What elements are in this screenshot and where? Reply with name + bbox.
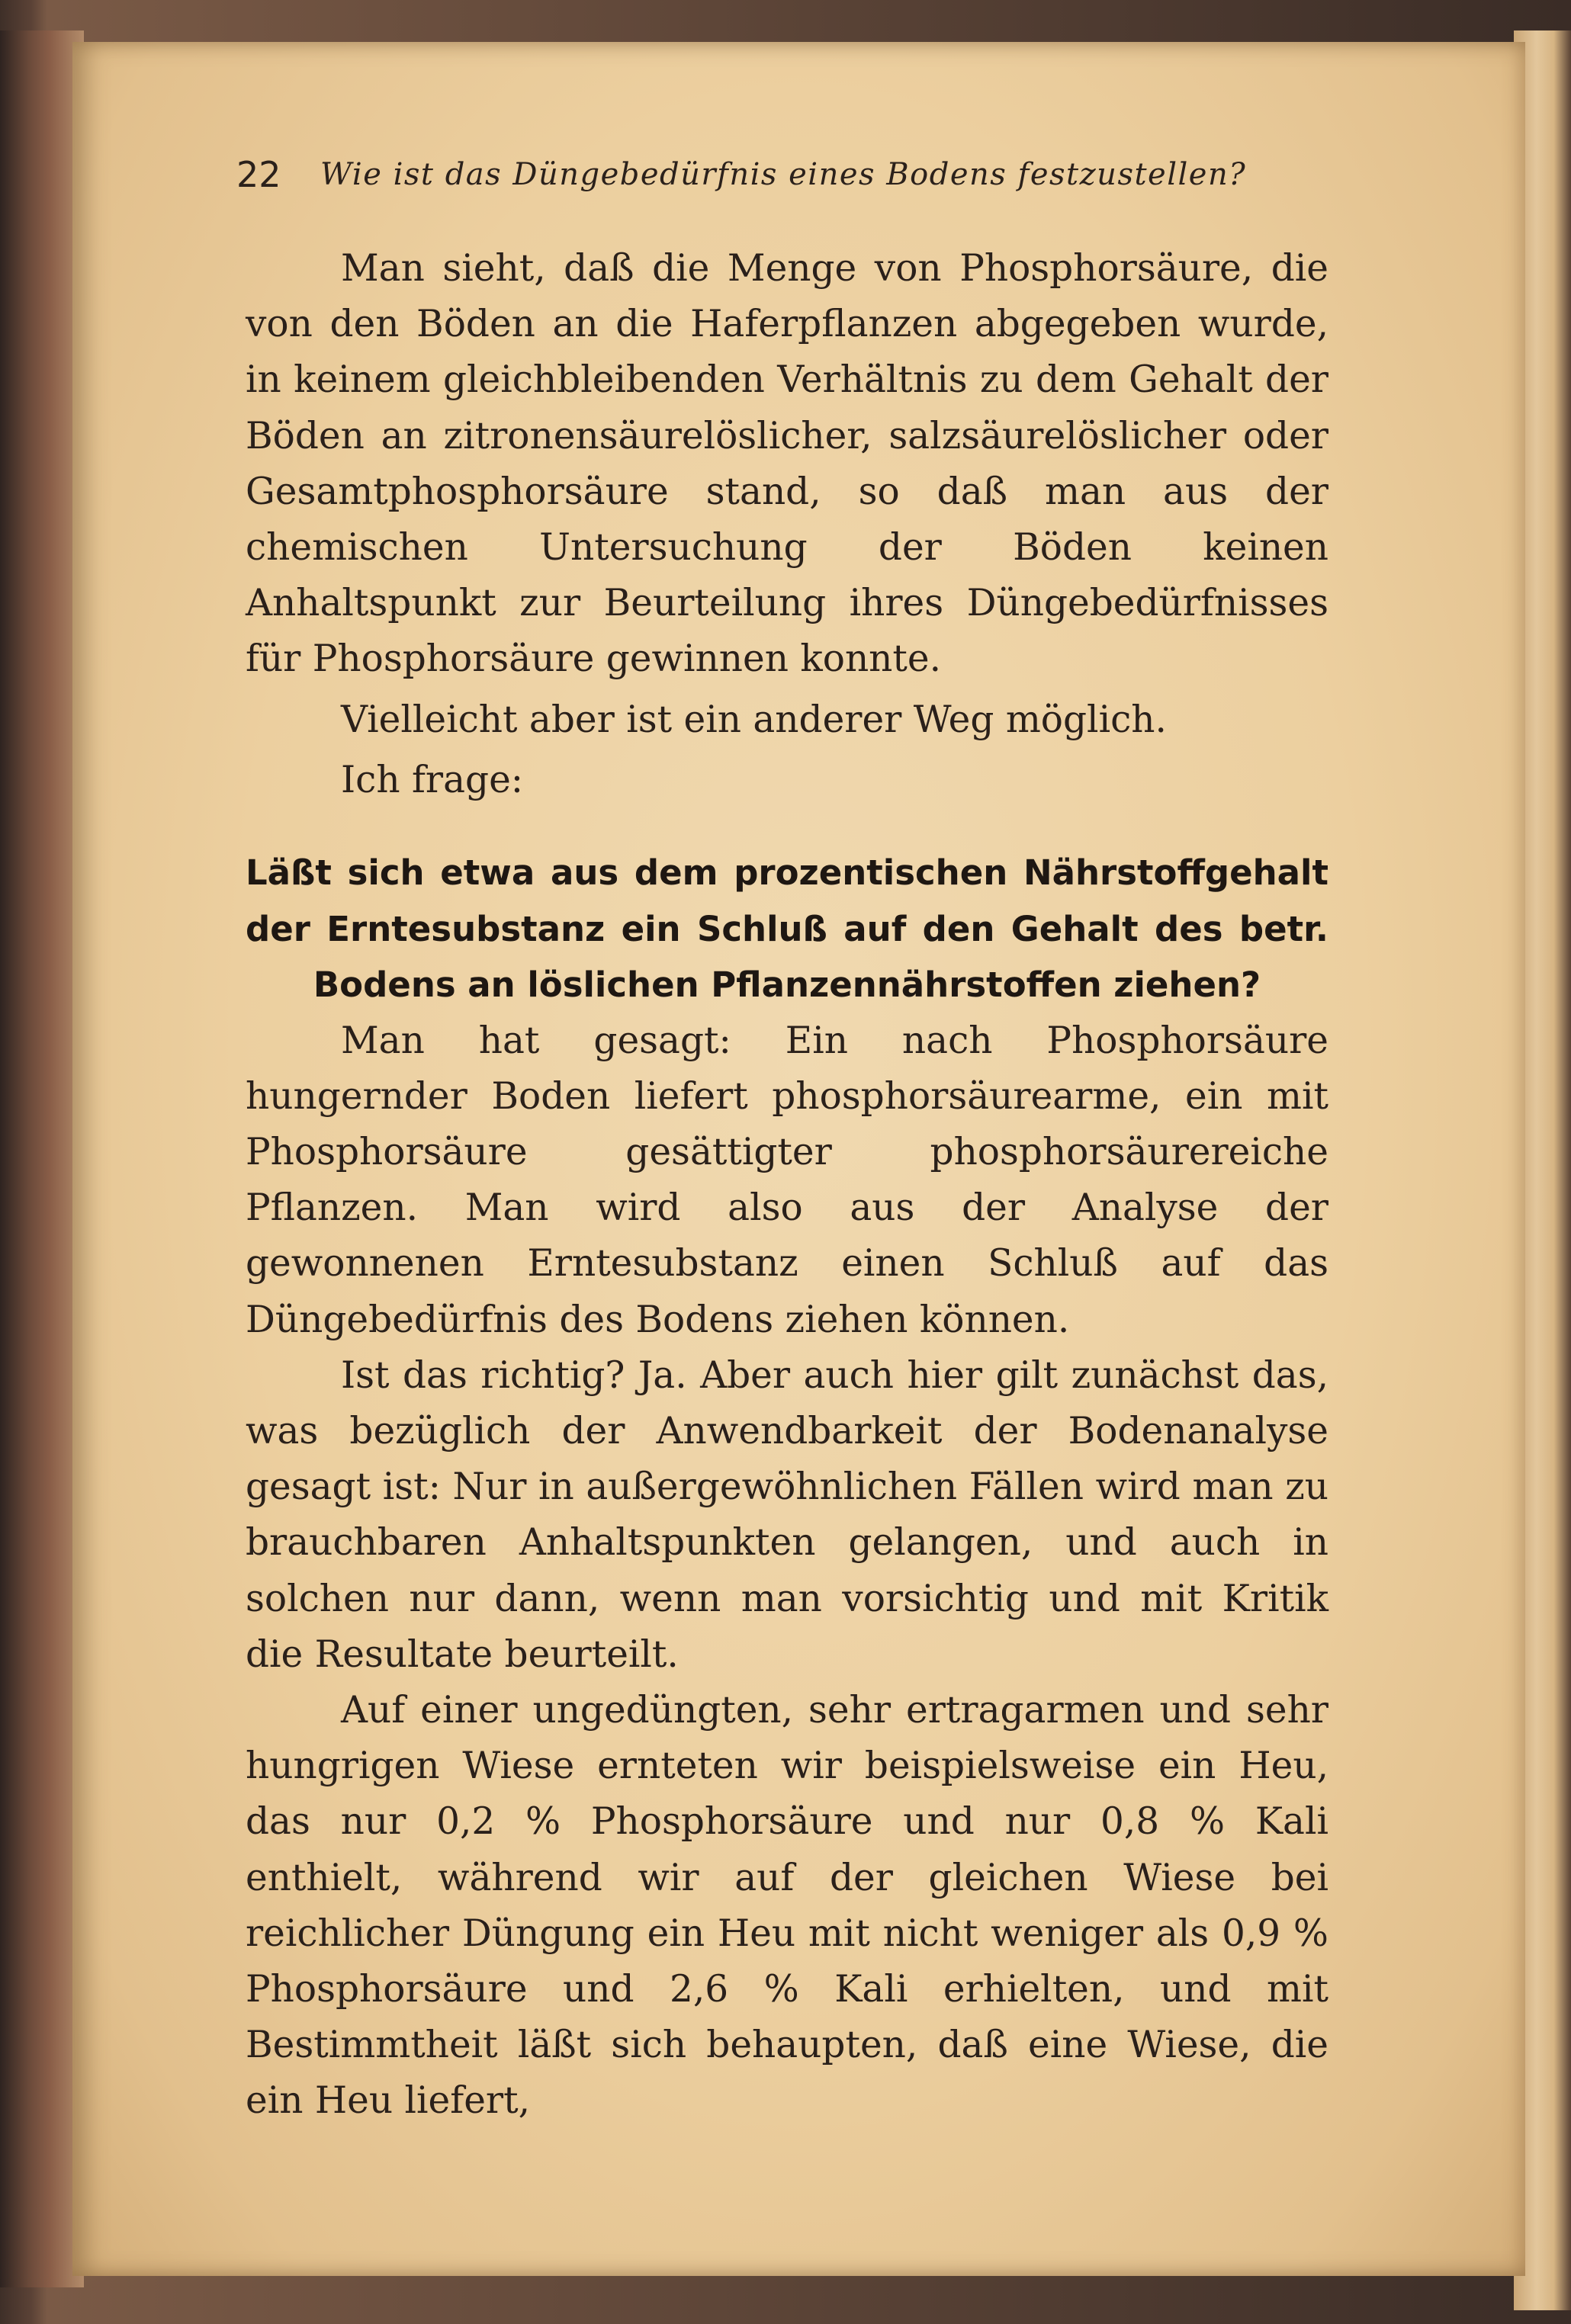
- paragraph-3: Ich frage:: [341, 758, 524, 801]
- paragraph-4: Man hat gesagt: Ein nach Phosphorsäure hungernder Boden liefert phosphorsäurearme, ein mit Phosphorsäure gesättigter phosphorsäurereiche Pflanzen. Man wird also aus der Analyse der gewonnenen Erntesubstanz einen Schluß auf das Düngebedürfnis des Bodens ziehen können.: [246, 1019, 1328, 1341]
- book-spine: [0, 30, 84, 2287]
- paragraph-5: Ist das richtig? Ja. Aber auch hier gilt zunächst das, was bezüglich der Anwendbarkeit der Bodenanalyse gesagt ist: Nur in außergewöhnlichen Fällen wird man zu brauchbaren Anhaltspunkten gelangen, und auch in solchen nur dann, wenn man vorsichtig und mit Kritik die Resultate beurteilt.: [246, 1353, 1328, 1676]
- page-body: [246, 241, 1328, 2130]
- paragraph-2: Vielleicht aber ist ein anderer Weg möglich.: [341, 698, 1167, 741]
- page-number: 22: [236, 154, 281, 195]
- running-head: Wie ist das Düngebedürfnis eines Bodens festzustellen?: [320, 157, 1247, 192]
- paragraph-6: Auf einer ungedüngten, sehr ertragarmen und sehr hungrigen Wiese ernteten wir beispielsweise ein Heu, das nur 0,2 % Phosphorsäure und nur 0,8 % Kali enthielt, während wir auf der gleichen Wiese bei reichlicher Düngung ein Heu mit nicht weniger als 0,9 % Phosphorsäure und 2,6 % Kali erhielten, und mit Bestimmtheit läßt sich behaupten, daß eine Wiese, die ein Heu liefert,: [246, 1688, 1328, 2123]
- section-heading: Läßt sich etwa aus dem prozentischen Nährstoffgehalt der Erntesubstanz ein Schluß auf den Gehalt des betr. Bodens an löslichen Pflanzennährstoffen ziehen?: [246, 852, 1328, 1006]
- paragraph-1: Man sieht, daß die Menge von Phosphorsäure, die von den Böden an die Haferpflanzen abgegeben wurde, in keinem gleichbleibenden Verhältnis zu dem Gehalt der Böden an zitronensäurelöslicher, salzsäurelöslicher oder Gesamtphosphorsäure stand, so daß man aus der chemischen Untersuchung der Böden keinen Anhaltspunkt zur Beurteilung ihres Düngebedürfnisses für Phosphorsäure gewinnen konnte.: [246, 247, 1328, 681]
- page-header: [236, 154, 1335, 207]
